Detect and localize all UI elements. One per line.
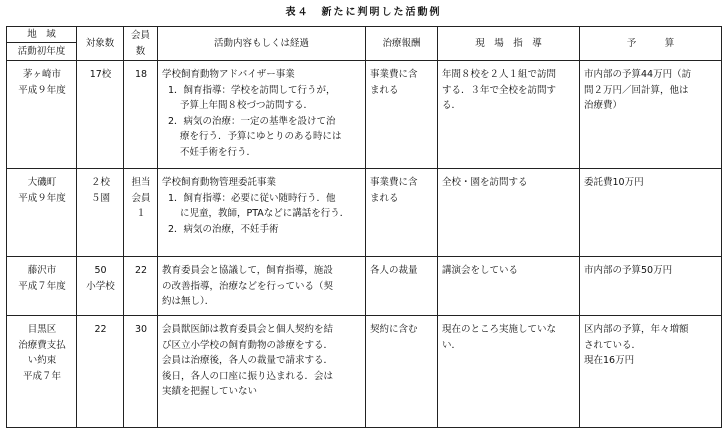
field-cell	[438, 316, 580, 428]
field-cell	[438, 61, 580, 169]
content-line: 約は無し）．	[162, 296, 215, 308]
region-line: い約束	[27, 355, 57, 367]
region-line: 藤沢市	[27, 265, 57, 276]
field-cell	[438, 169, 580, 257]
region-line: 治療費支払	[18, 339, 66, 351]
table-row	[7, 316, 722, 428]
field-cell	[438, 257, 580, 316]
members-line: 22	[134, 265, 148, 276]
content-line: 2．病気の治療：一定の基準を設けて治	[168, 115, 336, 127]
members-cell	[124, 257, 158, 316]
region-line: 目黒区	[27, 324, 57, 335]
members-cell	[124, 61, 158, 169]
treatment-cell	[366, 316, 438, 428]
schools-line: 50	[94, 265, 107, 276]
members-line: 担当	[131, 177, 151, 188]
content-cell	[158, 257, 366, 316]
budget-cell	[580, 61, 722, 169]
region-line: 平成９年度	[18, 192, 66, 204]
treatment-cell	[366, 169, 438, 257]
content-line: 教育委員会と協議して，飼育指導，施設	[162, 265, 333, 276]
content-line: 実績を把握していない	[162, 386, 258, 398]
treatment-line: 事業費に含	[370, 177, 418, 188]
schools-cell	[77, 61, 124, 169]
schools-cell	[77, 316, 124, 428]
content-line: び区立小学校の飼育動物の診療をする．	[162, 339, 334, 351]
treatment-cell	[366, 61, 438, 169]
field-line: い．	[442, 339, 462, 351]
budget-line: されている．	[584, 339, 642, 351]
treatment-line: 契約に含む	[370, 324, 418, 335]
schools-cell	[77, 169, 124, 257]
treatment-line: まれる	[370, 192, 399, 204]
field-line: 現在のところ実施していな	[442, 324, 557, 335]
content-line: 不妊手術を行う．	[180, 146, 257, 158]
schools-line: 17校	[89, 69, 112, 80]
schools-line: ２校	[90, 177, 110, 188]
field-line: する．３年で全校を訪問す	[442, 84, 557, 96]
members-cell	[124, 316, 158, 428]
header-start-year-label: 活動初年度	[7, 42, 76, 60]
content-line: 後日，各人の口座に振り込まれる．会は	[162, 370, 334, 382]
activity-table	[6, 26, 722, 428]
budget-cell	[580, 257, 722, 316]
budget-line: 市内部の予算50万円	[584, 265, 673, 276]
budget-line: 現在16万円	[584, 355, 635, 367]
table-row	[7, 257, 722, 316]
treatment-line: 各人の裁量	[370, 265, 418, 276]
field-line: る．	[442, 100, 462, 112]
content-line: 学校飼育動物管理委託事業	[162, 177, 277, 188]
region-line: 平成７年度	[18, 280, 66, 292]
members-cell	[124, 169, 158, 257]
budget-line: 区内部の予算，年々増額	[584, 324, 689, 335]
content-line: 会員獣医師は教育委員会と個人契約を結	[162, 324, 334, 335]
region-cell	[7, 169, 77, 257]
content-cell	[158, 316, 366, 428]
header-region	[7, 27, 77, 61]
content-line: 1．飼育指導：必要に従い随時行う．他	[168, 192, 336, 204]
field-line: 講演会をしている	[442, 265, 519, 276]
budget-cell	[580, 316, 722, 428]
table-header-row	[7, 27, 722, 61]
header-treatment: 治療報酬	[366, 27, 438, 61]
table-title: 表４ 新たに判明した活動例	[285, 7, 442, 18]
header-members-line: 数	[135, 45, 146, 57]
members-line: 30	[134, 324, 148, 335]
table-row	[7, 61, 722, 169]
content-line: 予算上年間８校づつ訪問する．	[180, 100, 314, 112]
budget-line: 委託費10万円	[584, 177, 644, 188]
header-members	[124, 27, 158, 61]
content-line: 2．病気の治療，不妊手術	[168, 223, 279, 235]
schools-line: ５園	[90, 192, 110, 204]
treatment-line: 事業費に含	[370, 69, 418, 80]
content-line: に児童，教師，PTAなどに講話を行う．	[180, 208, 350, 220]
budget-line: 問２万円／回計算，他は	[584, 84, 689, 96]
header-members-line: 会員	[130, 29, 150, 41]
budget-line: 治療費）	[584, 100, 623, 112]
content-line: 会員は治療後，各人の裁量で請求する．	[162, 355, 334, 367]
region-line: 茅ヶ崎市	[22, 69, 61, 80]
table-row	[7, 169, 722, 257]
header-region-label: 地 域	[27, 29, 56, 40]
region-cell	[7, 61, 77, 169]
schools-line: 小学校	[86, 280, 115, 292]
members-line: 会員	[131, 192, 151, 204]
budget-line: 市内部の予算44万円（訪	[584, 69, 692, 80]
members-line: １	[136, 208, 146, 220]
header-content: 活動内容もしくは経過	[158, 27, 366, 61]
treatment-line: まれる	[370, 84, 399, 96]
field-line: 年間８校を２人１組で訪問	[442, 69, 557, 80]
content-cell	[158, 61, 366, 169]
budget-cell	[580, 169, 722, 257]
content-line: の改善指導，治療などを行っている（契	[162, 280, 334, 292]
members-line: 18	[134, 69, 148, 80]
field-line: 全校・園を訪問する	[442, 177, 528, 188]
region-line: 平成７年	[22, 370, 61, 382]
header-schools: 対象数	[77, 27, 124, 61]
header-field: 現 場 指 導	[438, 27, 580, 61]
region-cell	[7, 257, 77, 316]
schools-cell	[77, 257, 124, 316]
header-budget: 予 算	[580, 27, 722, 61]
schools-line: 22	[94, 324, 107, 335]
treatment-cell	[366, 257, 438, 316]
region-line: 大磯町	[27, 177, 57, 188]
region-cell	[7, 316, 77, 428]
content-cell	[158, 169, 366, 257]
content-line: 1．飼育指導：学校を訪問して行うが，	[168, 84, 336, 96]
content-line: 療を行う．予算にゆとりのある時には	[180, 131, 342, 143]
region-line: 平成９年度	[18, 84, 66, 96]
content-line: 学校飼育動物アドバイザー事業	[162, 69, 295, 80]
